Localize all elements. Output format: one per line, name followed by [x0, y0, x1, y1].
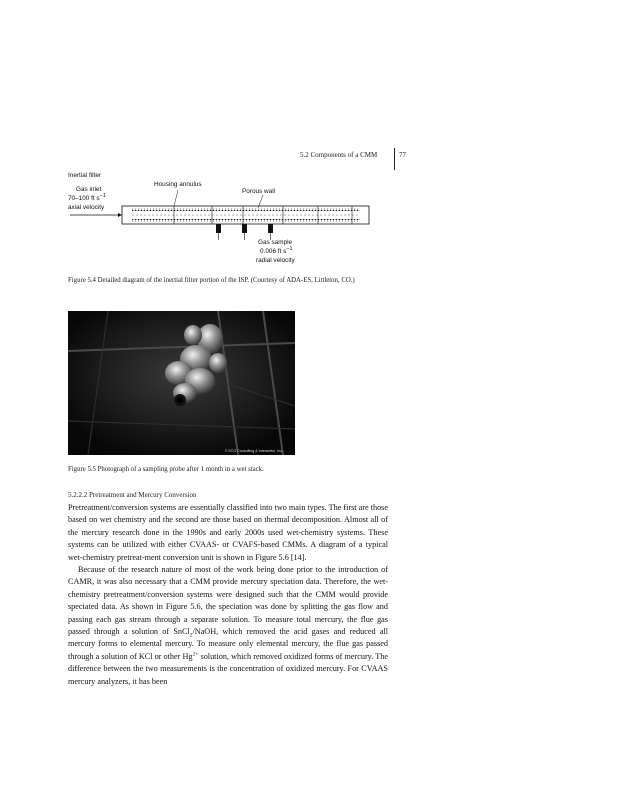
label-axial-velocity: axial velocity	[68, 204, 105, 211]
figure-5-4-caption: Figure 5.4 Detailed diagram of the inertial filter portion of the ISP. (Courtesy of ADA-ES, Littleton, CO.)	[68, 277, 355, 284]
body-text	[68, 502, 388, 688]
running-head-section: 5.2 Components of a CMM	[300, 151, 378, 159]
label-porous-wall: Porous wall	[242, 188, 276, 195]
porous-wall-upper	[132, 208, 360, 211]
label-housing-annulus: Housing annulus	[154, 181, 202, 188]
inlet-velocity-exponent: −1	[99, 192, 106, 199]
sample-velocity-exponent: −1	[286, 245, 293, 252]
photo-credit: © ECO Consulting & Interactive, Inc.	[224, 449, 283, 453]
label-inertial-filter: Inertial filter	[68, 172, 102, 179]
section-heading: 5.2.2.2 Pretreatment and Mercury Conversion	[68, 491, 197, 499]
label-gas-inlet: Gas inlet	[76, 186, 102, 193]
label-radial-velocity: radial velocity	[256, 257, 295, 264]
photo-illustration	[68, 311, 295, 455]
label-sample-velocity: 0.006 ft $s^{-1}$	[260, 245, 293, 255]
paragraph-2: Because of the research nature of most of the work being done prior to the introduction of CAMR, it was also necessary that a CMM provide mercury speciation data. Therefore, the wet-chemistry pretreatment/conversion systems were designed such that the CMM would provide speciated data. As shown in Figure 5.6, the speciation was done by splitting the gas flow and passing each gas stream through a separate solution. To measure total mercury, the flue gas passed through a solution of SnCl$_2$/NaOH, which removed the acid gases and reduced all mercury forms to elemental mercury. To measure only elemental mercury, the flue gas passed through a solution of KCl or other $Hg^{2+}$ solution, which removed oxidized forms of mercury. The difference between the two measurements is the concentration of oxidized mercury. For CVAAS mercury analyzers, it has been	[68, 565, 389, 686]
label-inlet-velocity: 70–100 ft $s^{-1}$	[68, 192, 106, 202]
page-number: 77	[399, 151, 406, 159]
sample-ports	[216, 224, 273, 240]
figure-5-4-diagram	[68, 170, 398, 270]
paragraph-1: Pretreatment/conversion systems are essentially classified into two main types. The first are those based on wet chemistry and the second are those based on thermal decomposition. Almost all of the mercury research done in the 1990s and early 2000s used wet-chemistry systems. These systems can be utilized with either CVAAS- or CVAFS-based CMMs. A diagram of a typical wet-chemistry pretreat-ment conversion unit is shown in Figure 5.6 [14].	[68, 503, 388, 562]
hg-charge-superscript: 2+	[192, 651, 199, 658]
sncl2-subscript: 2	[189, 632, 193, 639]
figure-5-5-caption: Figure 5.5 Photograph of a sampling probe after 1 month in a wet stack.	[68, 466, 264, 473]
inertial-filter-drawing	[68, 170, 398, 270]
sampling-probe-photo	[68, 311, 295, 455]
inlet-arrowhead	[118, 213, 122, 217]
running-head-rule	[394, 148, 395, 170]
porous-wall-lower	[132, 219, 360, 222]
housing-pointer	[174, 190, 178, 206]
label-gas-sample: Gas sample	[258, 239, 293, 246]
